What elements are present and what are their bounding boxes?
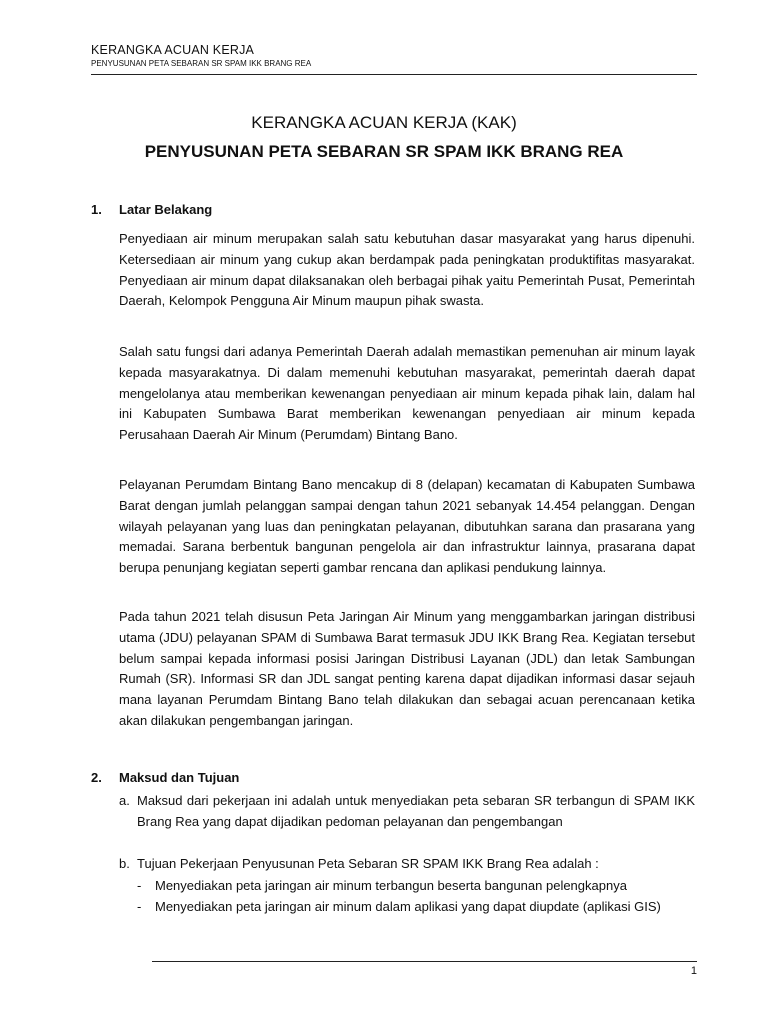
header-subtitle: PENYUSUNAN PETA SEBARAN SR SPAM IKK BRANG REA bbox=[91, 59, 312, 68]
list-label: a. bbox=[119, 793, 130, 808]
dash-bullet: - bbox=[137, 878, 142, 893]
list-item-b bbox=[119, 854, 695, 875]
header-title: KERANGKA ACUAN KERJA bbox=[91, 43, 255, 57]
bullet-item bbox=[137, 897, 695, 918]
section-1-title: Latar Belakang bbox=[119, 202, 213, 217]
dash-bullet: - bbox=[137, 899, 142, 914]
bullet-item bbox=[137, 876, 695, 897]
header-divider bbox=[91, 74, 697, 75]
paragraph: Penyediaan air minum merupakan salah satu kebutuhan dasar masyarakat yang harus dipenuhi. Ketersediaan air minum yang cukup akan berdampak pada peningkatan produktifitas masyarakat. Penyediaan air minum dapat dilaksanakan oleh berbagai pihak yaitu Pemerintah Pusat, Pemerintah Daerah, Kelompok Pengguna Air Minum maupun pihak swasta. bbox=[119, 231, 695, 309]
paragraph: Pada tahun 2021 telah disusun Peta Jaringan Air Minum yang menggambarkan jaringan distribusi utama (JDU) pelayanan SPAM di Sumbawa Barat termasuk JDU IKK Brang Rea. Kegiatan tersebut belum sampai kepada informasi posisi Jaringan Distribusi Layanan (JDL) dan letak Sambungan Rumah (SR). Informasi SR dan JDL sangat penting karena dapat dijadikan informasi dasar sejauh mana layanan Perumdam Bintang Bano telah dilakukan dan sebagai acuan perencanaan ketika akan dilakukan pengembangan jaringan. bbox=[119, 609, 695, 728]
document-title: KERANGKA ACUAN KERJA (KAK) bbox=[251, 113, 517, 132]
page-number: 1 bbox=[690, 965, 697, 977]
footer-divider bbox=[152, 961, 697, 962]
list-text: Maksud dari pekerjaan ini adalah untuk menyediakan peta sebaran SR terbangun di SPAM IKK Brang Rea yang dapat dijadikan pedoman pelayanan dan pengembangan bbox=[137, 793, 695, 829]
paragraph: Salah satu fungsi dari adanya Pemerintah Daerah adalah memastikan pemenuhan air minum layak kepada masyarakatnya. Di dalam memenuhi kebutuhan masyarakat, pemerintah daerah dapat mengelolanya atau memberikan kewenangan penyediaan air minum kepada pihak lain, dalam hal ini Kabupaten Sumbawa Barat memberikan kewenangan penyediaan air minum kepada Perusahaan Daerah Air Minum (Perumdam) Bintang Bano. bbox=[119, 344, 695, 443]
section-1-number: 1. bbox=[91, 202, 102, 217]
running-header bbox=[91, 43, 697, 68]
section-1-heading bbox=[91, 202, 212, 217]
bullet-text: Menyediakan peta jaringan air minum terbangun beserta bangunan pelengkapnya bbox=[155, 878, 627, 893]
document-subtitle: PENYUSUNAN PETA SEBARAN SR SPAM IKK BRANG REA bbox=[144, 142, 624, 161]
list-label: b. bbox=[119, 856, 130, 871]
bullet-text: Menyediakan peta jaringan air minum dalam aplikasi yang dapat diupdate (aplikasi GIS) bbox=[155, 899, 661, 914]
list-item-a bbox=[119, 791, 695, 833]
section-2-heading bbox=[91, 770, 239, 785]
paragraph: Pelayanan Perumdam Bintang Bano mencakup di 8 (delapan) kecamatan di Kabupaten Sumbawa Barat dengan jumlah pelanggan sampai dengan tahun 2021 sebanyak 14.454 pelanggan. Dengan wilayah pelayanan yang luas dan peningkatan pelayanan, dibutuhkan sarana dan prasarana yang memadai. Sarana berbentuk bangunan pengelola air dan infrastruktur lainnya, prasarana dapat berupa penunjang kegiatan seperti gambar rencana dan aplikasi pendukung lainnya. bbox=[119, 477, 695, 576]
list-text: Tujuan Pekerjaan Penyusunan Peta Sebaran SR SPAM IKK Brang Rea adalah : bbox=[137, 856, 599, 871]
section-2-title: Maksud dan Tujuan bbox=[119, 770, 240, 785]
section-2-number: 2. bbox=[91, 770, 102, 785]
